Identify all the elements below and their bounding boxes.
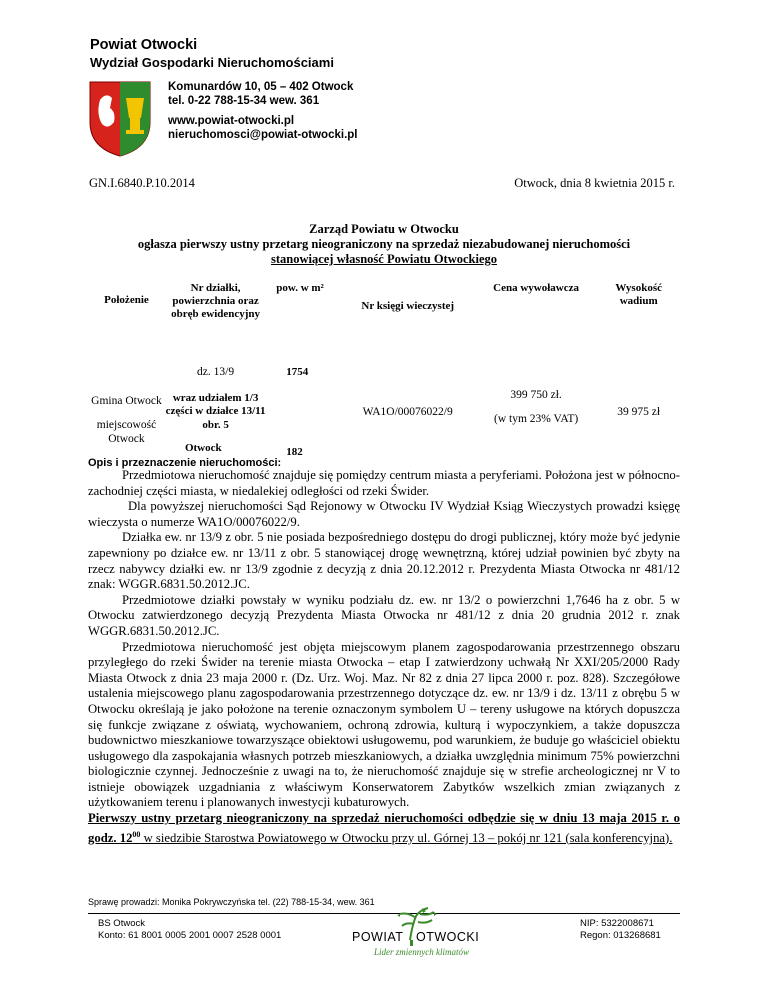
phone-line: tel. 0-22 788-15-34 wew. 361 <box>168 95 320 107</box>
bank-info <box>98 918 281 942</box>
org-name: Powiat Otwocki <box>90 37 198 53</box>
header-price: Cena wywoławcza <box>493 282 580 294</box>
cell-parcel <box>165 360 266 458</box>
area-main: 1754 <box>286 366 309 378</box>
auction-date: Pierwszy ustny przetarg nieograniczony na sprzedaż nieruchomości odbędzie się w dniu 13 maja 2015 r. o godz. $12^{00}$ <box>88 811 680 845</box>
logo-slogan: Lider zmiennych klimatów <box>374 947 469 957</box>
regon-number: Regon: 013268681 <box>580 930 661 941</box>
header-area: pow. w m² <box>276 282 324 294</box>
price-vat-note: (w tym 23% VAT) <box>493 413 579 425</box>
bank-account: Konto: 61 8001 0005 2001 0007 2528 0001 <box>98 930 282 941</box>
paragraph-zoning: Przedmiotowa nieruchomość jest objęta miejscowym planem zagospodarowania przestrzennego obszaru przyległego do rzeki Świder na terenie miasta Otwocka – etap I zatwierdzony uchwałą Nr XXI/205/2000 Rady Miasta Otwock z dnia 23 maja 2000 r. (Dz. Urz. Woj. Maz. Nr 82 z dnia 27 lipca 2000 r. poz. 828). Szczegółowe ustalenia miejscowego planu zagospodarowania przestrzennego dotyczące dz. ew. nr 13/9 i dz. 13/11 z obrębu 5 w Otwocku określają je jako położone na terenie oznaczonym symbolem U – tereny usługowe na których dopuszcza się funkcje związane z oświatą, wychowaniem, ochroną zdrowia, kulturą i wypoczynkiem, a także dopuszcza budownictwo mieszkaniowe towarzyszące obiektowi usługowemu, pod warunkiem, że buduje go właściciel obiektu usługowego dla zaspokajania własnych potrzeb mieszkaniowych, a działka uwzględnia minimum 75% powierzchni biologicznie czynnej. Jednocześnie z uwagi na to, że nieruchomość znajduje się w strefie archeologicznej nr V to istnieje obowiązek uzgadniania z właściwym Konserwatorem Zabytków wszelkich zmian związanych z użytkowaniem terenu i planowanych inwestycji kubaturowych. <box>88 639 680 810</box>
paragraph-land-register: Dla powyższej nieruchomości Sąd Rejonowy w Otwocku IV Wydział Ksiąg Wieczystych prowadzi księgę wieczysta o numerze WA1O/00076022/9. <box>88 499 680 529</box>
document-heading <box>80 222 688 267</box>
department-name: Wydział Gospodarki Nieruchomościami <box>90 55 334 70</box>
price-value: 399 750 zł. <box>510 389 562 401</box>
location-municipality: Gmina Otwock <box>91 395 162 407</box>
address-line: Komunardów 10, 05 – 402 Otwock <box>168 81 354 93</box>
table-header-row <box>88 270 680 360</box>
logo-text-left: POWIAT <box>352 930 404 944</box>
header-location: Położenie <box>104 294 149 306</box>
description-body <box>88 468 680 846</box>
auction-notice <box>88 811 680 846</box>
header-land-register: Nr księgi wieczystej <box>361 300 455 312</box>
web-block <box>168 114 357 142</box>
area-share: 182 <box>286 446 303 458</box>
cell-price <box>475 360 597 458</box>
header-parcel: Nr działki, powierzchnia oraz obręb ewidencyjny <box>171 282 261 320</box>
description-title: Opis i przeznaczenie nieruchomości: <box>88 457 282 469</box>
address-block <box>168 80 353 108</box>
auction-location: w siedzibie Starostwa Powiatowego w Otwocku przy ul. Górnej 13 – pokój nr 121 (sala konferencyjna). <box>140 830 673 845</box>
logo-text-right: OTWOCKI <box>416 930 480 944</box>
heading-line-2: ogłasza pierwszy ustny przetarg nieograniczony na sprzedaż niezabudowanej nieruchomości <box>137 237 631 251</box>
cell-location <box>88 360 165 458</box>
heading-line-3: stanowiącej własność Powiatu Otwockiego <box>270 252 498 266</box>
paragraph-location: Przedmiotowa nieruchomość znajduje się pomiędzy centrum miasta a peryferiami. Położona jest w północno- zachodniej części miasta, w niedalekiej odległości od rzeki Świder. <box>88 468 680 498</box>
table-row <box>88 360 680 458</box>
contact-person: Sprawę prowadzi: Monika Pokrywczyńska tel. (22) 788-15-34, wew. 361 <box>88 897 375 907</box>
parcel-precinct: Otwock <box>184 442 222 454</box>
property-table <box>88 270 680 458</box>
paragraph-division: Przedmiotowe działki powstały w wyniku podziału dz. ew. nr 13/2 o powierzchni 1,7646 ha z obr. 5 w Otwocku zatwierdzonego decyzją Prezydenta Miasta Otwocka nr 481/12 z dnia 20 grudnia 2012 r. znak WGGR.6831.50.2012.JC. <box>88 592 680 638</box>
document-date: Otwock, dnia 8 kwietnia 2015 r. <box>514 176 675 190</box>
bank-name: BS Otwock <box>98 918 145 929</box>
reference-number: GN.I.6840.P.10.2014 <box>89 176 195 190</box>
coat-of-arms-icon <box>86 78 154 158</box>
location-town: miejscowość Otwock <box>96 419 157 445</box>
parcel-share: wraz udziałem 1/3 części w działce 13/11 obr. 5 <box>165 391 266 431</box>
heading-line-1: Zarząd Powiatu w Otwocku <box>309 222 459 236</box>
paragraph-access: Działka ew. nr 13/9 z obr. 5 nie posiada bezpośredniego dostępu do drogi publicznej, który może być jedynie zapewniony po działce ew. nr 13/11 z obr. 5 stanowiącej drogę wewnętrzną, której udział powinien być zbyty na rzecz nabywcy działki ew. nr 13/9 zgodnie z decyzją z dnia 20.12.2012 r. Prezydenta Miasta Otwocka nr 481/12 znak: WGGR.6831.50.2012.JC. <box>88 530 680 592</box>
land-register-number: WA1O/00076022/9 <box>362 406 453 418</box>
powiat-logo <box>350 906 480 964</box>
deposit-value: 39 975 zł <box>617 406 661 418</box>
nip-number: NIP: 5322008671 <box>580 918 654 929</box>
email-link[interactable]: nieruchomosci@powiat-otwocki.pl <box>168 129 358 141</box>
header-deposit: Wysokość wadium <box>615 282 662 307</box>
cell-area <box>266 360 340 458</box>
website-link[interactable]: www.powiat-otwocki.pl <box>168 115 295 127</box>
parcel-number: dz. 13/9 <box>197 366 235 378</box>
tax-info <box>580 918 661 942</box>
